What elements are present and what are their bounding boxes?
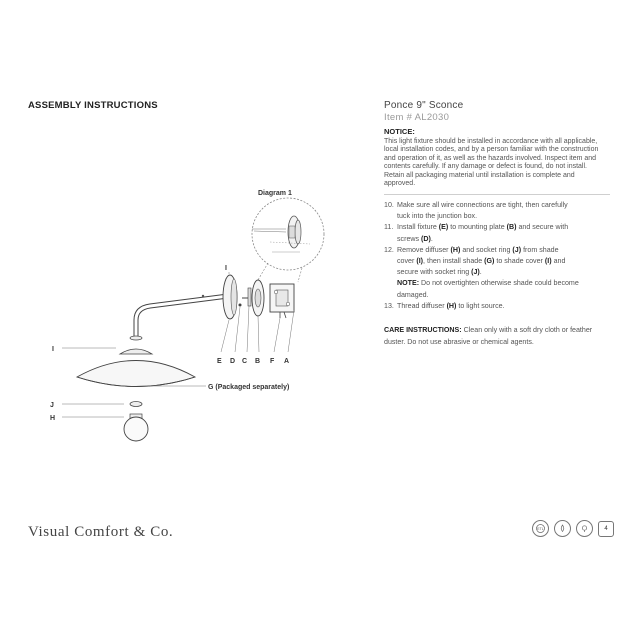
damp-icon: [554, 520, 571, 537]
page-number: 4: [598, 521, 614, 537]
mounting-crossbar-c: [248, 288, 251, 306]
notice-text: This light fixture should be installed in accordance with all applicable, local installation codes, and by a person familiar with the construction and operation of it, as well as the hazards involved. Inspect item and contents carefully. If any damage or defect is found, do not install. Retain all packaging material until installation is complete and approved.: [384, 138, 599, 188]
screws-d: [239, 298, 249, 307]
svg-text:ETL: ETL: [537, 527, 544, 531]
label-f: F: [270, 358, 275, 365]
product-name: Ponce 9" Sconce: [384, 100, 464, 111]
step-line: Thread diffuser (H) to light source.: [397, 301, 505, 310]
label-b: B: [255, 358, 261, 365]
step-10: [384, 200, 610, 222]
step-12: [384, 245, 610, 301]
step-number: 12.: [384, 245, 394, 254]
step-number: 11.: [384, 223, 394, 232]
shade-g: [77, 361, 206, 387]
shade-cover-i: [120, 349, 152, 354]
label-h: H: [50, 415, 56, 422]
divider: [384, 194, 610, 195]
label-a: A: [284, 358, 290, 365]
care-heading: CARE INSTRUCTIONS:: [384, 326, 462, 334]
label-i-left: I: [52, 346, 54, 353]
step-line: Make sure all wire connections are tight, then carefully: [397, 201, 568, 209]
brand-logo: Visual Comfort & Co.: [28, 524, 174, 540]
junction-box-a: [270, 284, 294, 318]
care-text: Clean only with a soft dry cloth or feather duster. Do not use abrasive or chemical agents.: [384, 326, 593, 346]
socket-ring-j: [130, 402, 142, 407]
etl-icon: [532, 520, 549, 537]
step-line: secure with socket ring (J).: [397, 268, 482, 277]
step-11: [384, 222, 610, 244]
page-title: ASSEMBLY INSTRUCTIONS: [28, 100, 158, 111]
label-g: G (Packaged separately): [208, 384, 290, 391]
notice-heading: NOTICE:: [384, 127, 415, 136]
step-line: damaged.: [397, 290, 429, 299]
canopy-e: [223, 275, 237, 319]
item-number: Item # AL2030: [384, 112, 450, 123]
care-instructions: [384, 324, 610, 348]
magnified-detail: [252, 198, 324, 282]
step-line: cover (I), then install shade (G) to shade cover (I) and: [397, 257, 566, 266]
fixture-arm: [130, 296, 228, 340]
label-d: D: [230, 358, 236, 365]
certification-icons: [532, 520, 614, 537]
label-e: E: [217, 358, 222, 365]
step-number: 13.: [384, 301, 394, 310]
step-line: screws (D).: [397, 234, 433, 243]
step-line: tuck into the junction box.: [397, 212, 478, 221]
diagram-title: Diagram 1: [258, 190, 292, 197]
step-line: Install fixture (E) to mounting plate (B) and secure with: [397, 223, 569, 232]
led-icon: [576, 520, 593, 537]
diffuser-h: [124, 414, 148, 441]
step-line: Remove diffuser (H) and socket ring (J) from shade: [397, 245, 559, 254]
step-line: NOTE: Do not overtighten otherwise shade could become: [397, 279, 579, 288]
set-screw: [202, 295, 204, 297]
mounting-plate-b: [252, 280, 264, 316]
label-i-top: I: [225, 265, 227, 272]
step-number: 10.: [384, 201, 394, 209]
step-list: [384, 200, 610, 312]
assembly-diagram: [40, 180, 370, 450]
label-j: J: [50, 402, 54, 409]
step-13: [384, 301, 610, 312]
label-c: C: [242, 358, 248, 365]
